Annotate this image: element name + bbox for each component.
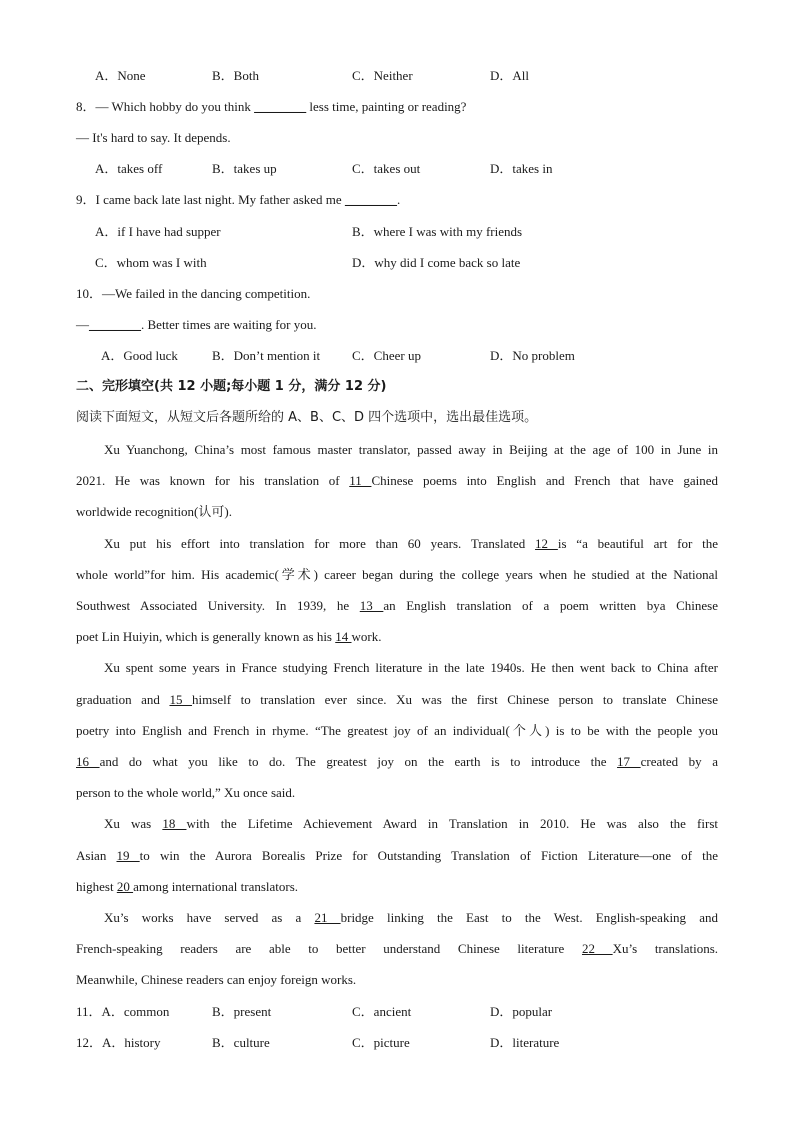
q9-blank[interactable]: ________	[344, 192, 397, 207]
p5-line-2: French-speaking readers are able to better understand Chinese literature 22 Xu’s translations.	[76, 941, 719, 956]
q11-option-a[interactable]: 11．A．common	[76, 1004, 170, 1019]
q8-options-row	[0, 159, 794, 179]
section2-title: 二、完形填空(共 12 小题;每小题 1 分，满分 12 分)	[76, 379, 387, 394]
q12-option-c[interactable]: C．picture	[352, 1035, 410, 1050]
section2-heading	[0, 377, 794, 397]
p1-line-2: 2021. He was known for his translation of 11 Chinese poems into English and French that have gained	[76, 473, 718, 488]
p4-line-2: Asian 19 to win the Aurora Borealis Prize for Outstanding Translation of Fiction Literature—one of the	[76, 848, 718, 863]
q7-options-row	[0, 66, 794, 86]
q10-option-c[interactable]: C．Cheer up	[352, 348, 421, 363]
q11-option-d[interactable]: D．popular	[490, 1004, 553, 1019]
q11-option-c[interactable]: C．ancient	[352, 1004, 412, 1019]
q9-stem	[0, 190, 794, 210]
q8-blank[interactable]: ________	[254, 99, 307, 114]
q10-reply-pre: —	[76, 317, 89, 332]
p2-line-2: whole world”for him. His academic(学术) career began during the college years when he studied at the National	[76, 567, 718, 582]
q12-options-row	[0, 1033, 794, 1053]
q8-option-c[interactable]: C．takes out	[352, 161, 421, 176]
q10-reply-post: . Better times are waiting for you.	[141, 317, 317, 332]
p2-line-1: Xu put his effort into translation for more than 60 years. Translated 12 is “a beautiful art for the	[104, 536, 718, 551]
section2-instruction: 阅读下面短文，从短文后各题所给的 A、B、C、D 四个选项中，选出最佳选项。	[76, 410, 538, 425]
p2-line-3: Southwest Associated University. In 1939, he 13 an English translation of a poem written bya Chinese	[76, 598, 719, 613]
q10-option-a[interactable]: A．Good luck	[101, 348, 178, 363]
q7-option-d[interactable]: D．All	[490, 68, 530, 83]
p2-line-4: poet Lin Huiyin, which is generally known as his 14 work.	[76, 629, 382, 644]
q12-option-d[interactable]: D．literature	[490, 1035, 560, 1050]
blank-17[interactable]: 17	[617, 754, 641, 769]
blank-13[interactable]: 13	[359, 598, 384, 613]
p3-line-3: poetry into English and French in rhyme. “The greatest joy of an individual(个人) is to be with the people you	[76, 723, 718, 738]
p4-line-3: highest 20 among international translators.	[76, 879, 299, 894]
p3-line-1: Xu spent some years in France studying French literature in the late 1940s. He then went back to China after	[104, 660, 718, 675]
p1-line-1: Xu Yuanchong, China’s most famous master translator, passed away in Beijing at the age of 100 in June in	[104, 442, 718, 457]
p3-line-2: graduation and 15 himself to translation ever since. Xu was the first Chinese person to translate Chinese	[76, 692, 718, 707]
q12-option-b[interactable]: B．culture	[212, 1035, 270, 1050]
q9-options-row-1	[0, 222, 794, 242]
blank-18[interactable]: 18	[162, 816, 187, 831]
q8-stem-pre: 8．— Which hobby do you think	[76, 99, 255, 114]
p3-line-4: 16 and do what you like to do. The greatest joy on the earth is to introduce the 17 created by a	[76, 754, 719, 769]
q9-option-a[interactable]: A．if I have had supper	[95, 224, 221, 239]
q7-option-b[interactable]: B．Both	[212, 68, 259, 83]
q10-option-b[interactable]: B．Don’t mention it	[212, 348, 321, 363]
q9-option-d[interactable]: D．why did I come back so late	[352, 255, 521, 270]
blank-15[interactable]: 15	[169, 692, 193, 707]
q8-stem-post: less time, painting or reading?	[306, 99, 467, 114]
p4-line-1: Xu was 18 with the Lifetime Achievement Award in Translation in 2010. He was also the first	[104, 816, 718, 831]
q10-stem-text: 10．—We failed in the dancing competition.	[76, 286, 311, 301]
q9-stem-pre: 9．I came back late last night. My father asked me	[76, 192, 345, 207]
p1-line-3: worldwide recognition(认可).	[76, 504, 232, 519]
section2-instruction-row	[0, 408, 794, 428]
p3-line-5: person to the whole world,” Xu once said.	[76, 785, 296, 800]
p5-line-1: Xu’s works have served as a 21 bridge linking the East to the West. English-speaking and	[104, 910, 718, 925]
blank-14[interactable]: 14	[335, 629, 352, 644]
q10-reply	[0, 315, 794, 335]
q8-reply	[0, 128, 794, 148]
q8-option-a[interactable]: A．takes off	[95, 161, 163, 176]
q9-options-row-2	[0, 253, 794, 273]
q7-option-a[interactable]: A．None	[95, 68, 146, 83]
q11-option-b[interactable]: B．present	[212, 1004, 272, 1019]
q12-option-a[interactable]: 12．A．history	[76, 1035, 161, 1050]
blank-22[interactable]: 22	[581, 941, 613, 956]
q10-option-d[interactable]: D．No problem	[490, 348, 575, 363]
blank-16[interactable]: 16	[76, 754, 100, 769]
blank-12[interactable]: 12	[535, 536, 558, 551]
q8-option-d[interactable]: D．takes in	[490, 161, 553, 176]
q10-options-row	[0, 346, 794, 366]
q11-options-row	[0, 1002, 794, 1022]
q8-stem	[0, 97, 794, 117]
q7-option-c[interactable]: C．Neither	[352, 68, 413, 83]
q10-blank[interactable]: ________	[89, 317, 141, 332]
q9-option-c[interactable]: C．whom was I with	[95, 255, 207, 270]
q8-option-b[interactable]: B．takes up	[212, 161, 277, 176]
p5-line-3: Meanwhile, Chinese readers can enjoy foreign works.	[76, 972, 357, 987]
blank-11[interactable]: 11	[349, 473, 372, 488]
blank-19[interactable]: 19	[116, 848, 140, 863]
blank-21[interactable]: 21	[314, 910, 341, 925]
q8-reply-text: — It's hard to say. It depends.	[76, 130, 231, 145]
q10-stem	[0, 284, 794, 304]
q9-stem-post: .	[396, 192, 401, 207]
blank-20[interactable]: 20	[116, 879, 134, 894]
q9-option-b[interactable]: B．where I was with my friends	[352, 224, 523, 239]
